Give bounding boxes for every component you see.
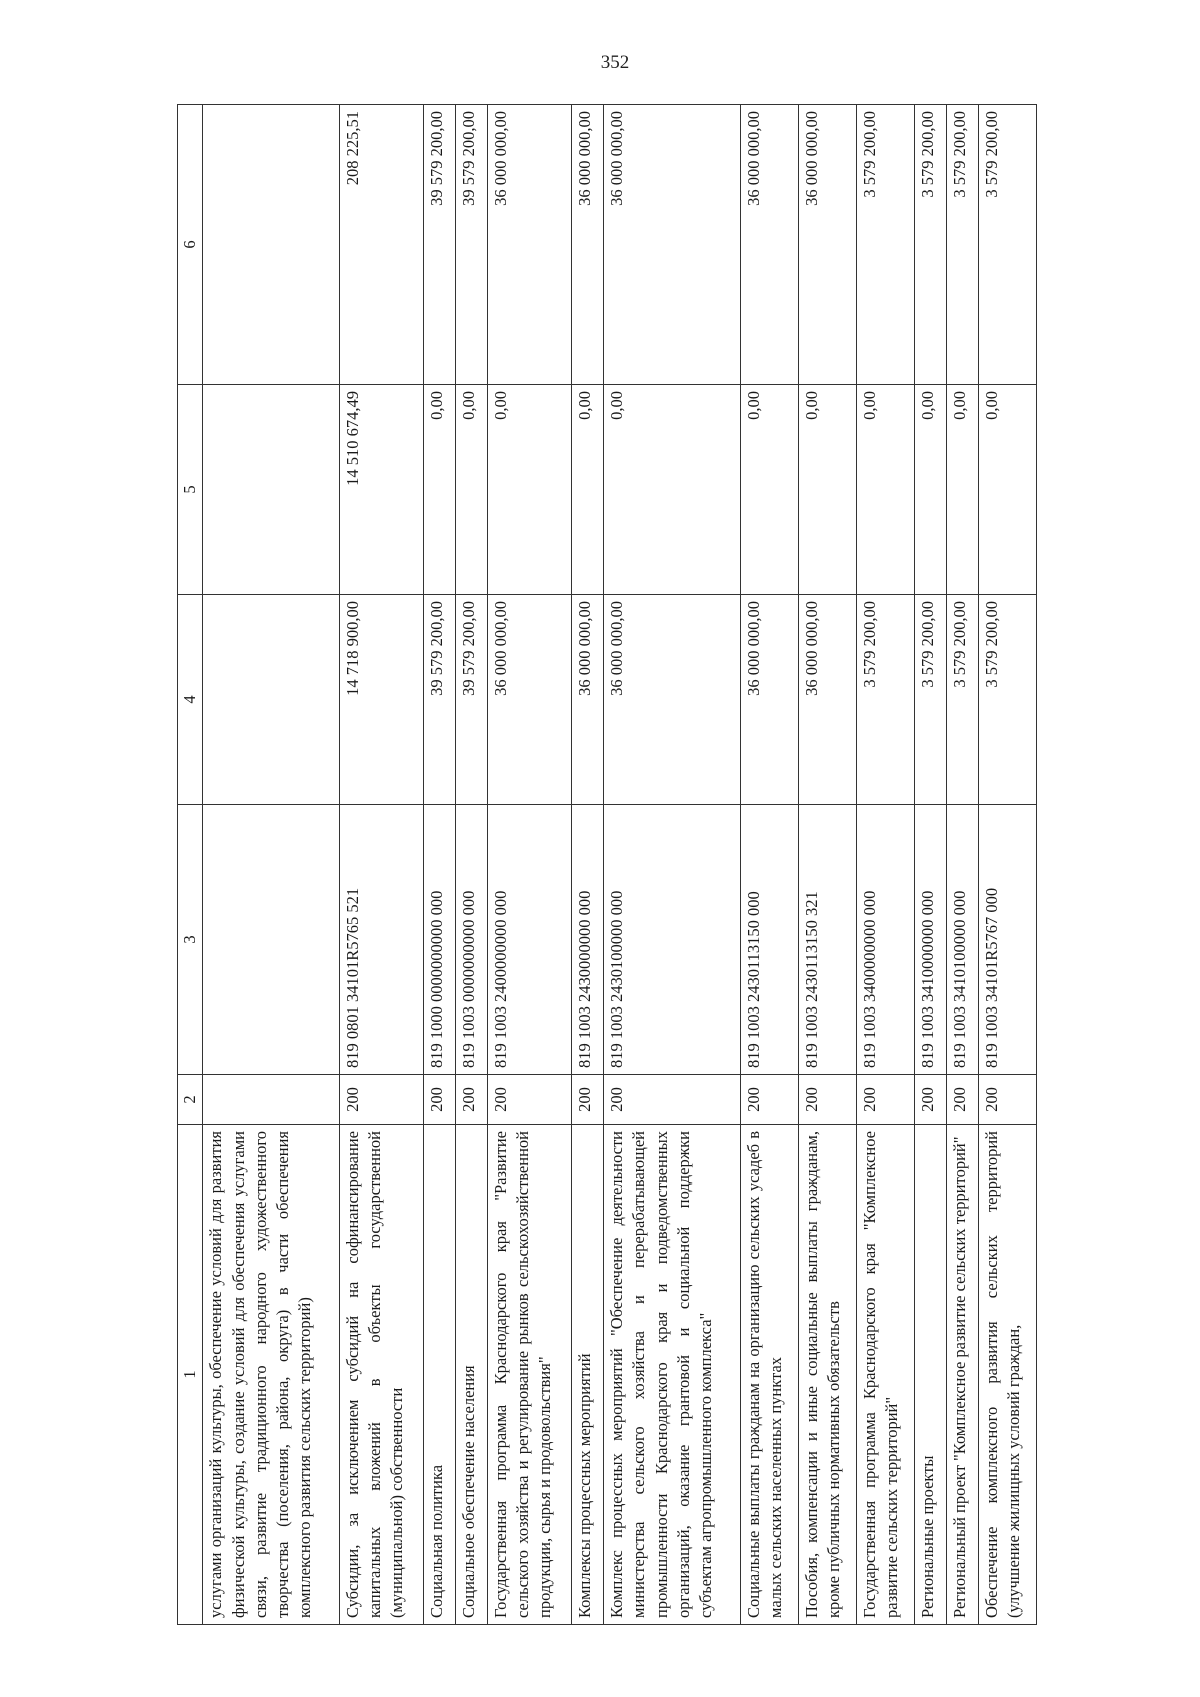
row-value-5: 0,00 <box>946 385 978 595</box>
table-row <box>455 105 487 1625</box>
row-value-6: 36 000 000,00 <box>604 105 740 385</box>
row-kbk: 819 0801 34101R5765 521 <box>339 805 423 1075</box>
header-col-1: 1 <box>178 1125 203 1625</box>
row-kbk: 819 1003 34101R5767 000 <box>978 805 1036 1075</box>
row-description: Региональный проект "Комплексное развитие сельских территорий" <box>946 1125 978 1625</box>
row-kbk: 819 1003 2430113150 000 <box>740 805 798 1075</box>
row-kbk: 819 1003 3410000000 000 <box>914 805 946 1075</box>
table-row <box>203 105 339 1625</box>
table-row <box>856 105 914 1625</box>
table-row <box>978 105 1036 1625</box>
row-value-5: 0,00 <box>914 385 946 595</box>
page-number: 352 <box>600 52 630 73</box>
row-value-4: 36 000 000,00 <box>604 595 740 805</box>
row-value-5: 0,00 <box>455 385 487 595</box>
row-value-5: 0,00 <box>856 385 914 595</box>
row-kbk: 819 1003 3400000000 000 <box>856 805 914 1075</box>
row-description: Государственная программа Краснодарского края "Развитие сельского хозяйства и регулирование рынков сельскохозяйственной продукции, сырья и продовольствия" <box>487 1125 571 1625</box>
row-kbk: 819 1000 0000000000 000 <box>423 805 455 1075</box>
table-row <box>423 105 455 1625</box>
row-value-6: 3 579 200,00 <box>978 105 1036 385</box>
table-row <box>572 105 604 1625</box>
row-value-4: 14 718 900,00 <box>339 595 423 805</box>
row-value-6 <box>203 105 339 385</box>
row-code: 200 <box>740 1075 798 1125</box>
row-value-4: 36 000 000,00 <box>798 595 856 805</box>
row-description: Социальное обеспечение населения <box>455 1125 487 1625</box>
row-code <box>203 1075 339 1125</box>
row-value-6: 36 000 000,00 <box>798 105 856 385</box>
row-kbk: 819 1003 2430113150 321 <box>798 805 856 1075</box>
row-value-4: 3 579 200,00 <box>978 595 1036 805</box>
row-code: 200 <box>339 1075 423 1125</box>
row-kbk: 819 1003 2430100000 000 <box>604 805 740 1075</box>
row-value-5: 0,00 <box>798 385 856 595</box>
table-row <box>604 105 740 1625</box>
row-code: 200 <box>423 1075 455 1125</box>
row-kbk <box>203 805 339 1075</box>
row-value-5: 0,00 <box>423 385 455 595</box>
table-row <box>339 105 423 1625</box>
row-value-4: 36 000 000,00 <box>487 595 571 805</box>
row-value-6: 36 000 000,00 <box>487 105 571 385</box>
row-code: 200 <box>572 1075 604 1125</box>
row-value-6: 3 579 200,00 <box>856 105 914 385</box>
header-row <box>178 105 203 1625</box>
header-col-5: 5 <box>178 385 203 595</box>
row-value-4: 3 579 200,00 <box>914 595 946 805</box>
row-code: 200 <box>978 1075 1036 1125</box>
row-description: Комплекс процессных мероприятий "Обеспечение деятельности министерства сельского хозяйства и перерабатывающей промышленности Краснодарского края и подведомственных организаций, оказание грантовой и социальной поддержки субъектам агропромышленного комплекса" <box>604 1125 740 1625</box>
row-value-6: 39 579 200,00 <box>423 105 455 385</box>
rotated-table-wrapper <box>177 105 1037 1625</box>
row-description: Социальные выплаты гражданам на организацию сельских усадеб в малых сельских населенных пунктах <box>740 1125 798 1625</box>
table-row <box>798 105 856 1625</box>
row-value-4: 3 579 200,00 <box>856 595 914 805</box>
header-col-6: 6 <box>178 105 203 385</box>
row-value-4 <box>203 595 339 805</box>
row-value-6: 36 000 000,00 <box>572 105 604 385</box>
row-kbk: 819 1003 2430000000 000 <box>572 805 604 1075</box>
row-description: Региональные проекты <box>914 1125 946 1625</box>
header-col-3: 3 <box>178 805 203 1075</box>
row-value-6: 39 579 200,00 <box>455 105 487 385</box>
row-description: Государственная программа Краснодарского края "Комплексное развитие сельских территорий" <box>856 1125 914 1625</box>
row-value-5: 0,00 <box>740 385 798 595</box>
row-kbk: 819 1003 0000000000 000 <box>455 805 487 1075</box>
row-code: 200 <box>914 1075 946 1125</box>
row-value-6: 3 579 200,00 <box>914 105 946 385</box>
row-description: Социальная политика <box>423 1125 455 1625</box>
row-code: 200 <box>798 1075 856 1125</box>
row-code: 200 <box>946 1075 978 1125</box>
row-description: Пособия, компенсации и иные социальные выплаты гражданам, кроме публичных нормативных обязательств <box>798 1125 856 1625</box>
row-description: Субсидии, за исключением субсидий на софинансирование капитальных вложений в объекты государственной (муниципальной) собственности <box>339 1125 423 1625</box>
table-row <box>487 105 571 1625</box>
row-value-5 <box>203 385 339 595</box>
table-row <box>740 105 798 1625</box>
row-value-5: 0,00 <box>978 385 1036 595</box>
row-kbk: 819 1003 3410100000 000 <box>946 805 978 1075</box>
header-col-4: 4 <box>178 595 203 805</box>
budget-table <box>177 104 1037 1625</box>
row-description: услугами организаций культуры, обеспечение условий для развития физической культуры, создание условий для обеспечения услугами связи, развитие традиционного народного художественного творчества (поселения, района, округа) в части обеспечения комплексного развития сельских территорий) <box>203 1125 339 1625</box>
row-value-5: 14 510 674,49 <box>339 385 423 595</box>
row-code: 200 <box>455 1075 487 1125</box>
row-value-5: 0,00 <box>487 385 571 595</box>
row-code: 200 <box>604 1075 740 1125</box>
table-row <box>914 105 946 1625</box>
header-col-2: 2 <box>178 1075 203 1125</box>
row-value-6: 3 579 200,00 <box>946 105 978 385</box>
row-kbk: 819 1003 2400000000 000 <box>487 805 571 1075</box>
row-value-4: 36 000 000,00 <box>572 595 604 805</box>
row-value-4: 3 579 200,00 <box>946 595 978 805</box>
row-value-4: 36 000 000,00 <box>740 595 798 805</box>
row-code: 200 <box>487 1075 571 1125</box>
row-value-4: 39 579 200,00 <box>423 595 455 805</box>
row-description: Комплексы процессных мероприятий <box>572 1125 604 1625</box>
row-value-6: 208 225,51 <box>339 105 423 385</box>
row-value-6: 36 000 000,00 <box>740 105 798 385</box>
row-value-5: 0,00 <box>572 385 604 595</box>
row-value-4: 39 579 200,00 <box>455 595 487 805</box>
row-description: Обеспечение комплексного развития сельских территорий (улучшение жилищных условий граждан, <box>978 1125 1036 1625</box>
row-code: 200 <box>856 1075 914 1125</box>
table-row <box>946 105 978 1625</box>
row-value-5: 0,00 <box>604 385 740 595</box>
